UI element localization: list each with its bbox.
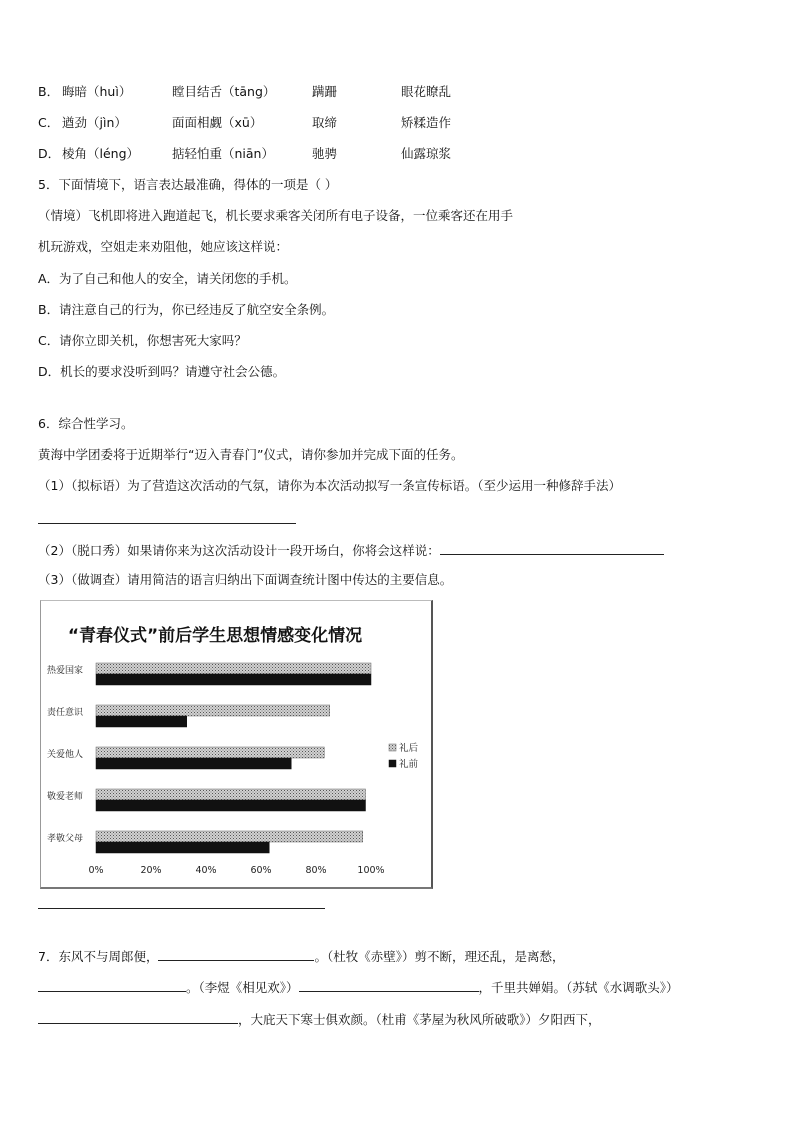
category-label: 关爱他人 (47, 750, 84, 760)
q7-line-3 (38, 1010, 601, 1028)
q6-intro: 黄海中学团委将于近期举行“迈入青春门”仪式，请你参加并完成下面的任务。 (38, 447, 464, 462)
bar-礼前-敬爱老师 (96, 800, 366, 811)
bar-礼后-关爱他人 (96, 747, 324, 758)
answer-blank-task-3[interactable] (38, 908, 325, 909)
option-letter: B． (38, 84, 60, 99)
q5-option-d: D．机长的要求没听到吗？请遵守社会公德。 (38, 364, 286, 379)
q5-option-b: B．请注意自己的行为，你已经违反了航空安全条例。 (38, 302, 335, 317)
chart-category-labels (47, 664, 84, 844)
answer-blank-task-1[interactable] (38, 523, 296, 524)
q7-text-5: ，大庇天下寒士俱欢颜。（杜甫《茅屋为秋风所破歌》）夕阳西下， (238, 1012, 601, 1027)
q7-line-2 (38, 978, 679, 996)
option-word-1: 遒劲（jìn） (62, 115, 127, 130)
option-word-4: 眼花瞭乱 (401, 84, 452, 99)
x-tick-label: 100% (357, 865, 385, 876)
option-word-1: 晦暗（huì） (62, 84, 132, 99)
option-word-4: 矫糅造作 (401, 115, 452, 130)
poem-blank-4[interactable] (38, 1010, 238, 1024)
chart-x-ticks (88, 865, 384, 876)
q5-context-line-1: （情境）飞机即将进入跑道起飞，机长要求乘客关闭所有电子设备，一位乘客还在用手 (38, 208, 514, 223)
q6-task-2 (38, 541, 664, 559)
bar-礼前-关爱他人 (96, 758, 291, 769)
chart-title: “青春仪式”前后学生思想情感变化情况 (67, 626, 363, 646)
option-word-1: 棱角（léng） (62, 146, 140, 161)
bar-礼后-敬爱老师 (96, 789, 366, 800)
legend-swatch-礼前 (389, 760, 396, 767)
chart-canvas (41, 601, 431, 887)
bar-礼前-孝敬父母 (96, 842, 269, 853)
option-letter: D． (38, 146, 61, 161)
option-word-3: 驰骋 (312, 146, 338, 161)
option-letter: C． (38, 115, 60, 130)
q6-task-1: （1）（拟标语）为了营造这次活动的气氛，请你为本次活动拟写一条宣传标语。（至少运用一种修辞手法） (38, 478, 621, 493)
survey-bar-chart (40, 600, 433, 889)
q7-text-1: 7．东风不与周郎便， (38, 949, 159, 964)
x-tick-label: 80% (305, 865, 327, 876)
q6-task-2-text: （2）（脱口秀）如果请你来为这次活动设计一段开场白，你将会这样说： (38, 543, 440, 558)
chart-bars (96, 663, 371, 853)
q5-option-a: A．为了自己和他人的安全，请关闭您的手机。 (38, 271, 297, 286)
category-label: 敬爱老师 (47, 792, 84, 802)
category-label: 责任意识 (47, 708, 84, 718)
category-label: 孝敬父母 (47, 834, 84, 844)
q7-text-3: 。（李煜《相见欢》） (186, 980, 299, 995)
q5-stem: 5．下面情境下，语言表达最准确，得体的一项是（ ） (38, 177, 338, 192)
poem-blank-2[interactable] (38, 978, 186, 992)
q7-line-1 (38, 947, 564, 965)
option-word-3: 取缔 (312, 115, 338, 130)
x-tick-label: 20% (140, 865, 162, 876)
x-tick-label: 60% (250, 865, 272, 876)
legend-label-礼后: 礼后 (399, 743, 419, 754)
poem-blank-1[interactable] (158, 947, 314, 961)
x-tick-label: 40% (195, 865, 217, 876)
option-word-2: 面面相觑（xū） (172, 115, 263, 130)
option-word-2: 瞠目结舌（tāng） (172, 84, 276, 99)
bar-礼后-热爱国家 (96, 663, 371, 674)
q5-option-c: C．请你立即关机，你想害死大家吗？ (38, 333, 247, 348)
bar-礼后-孝敬父母 (96, 831, 363, 842)
legend-label-礼前: 礼前 (399, 759, 419, 770)
bar-礼前-责任意识 (96, 716, 187, 727)
option-word-2: 掂轻怕重（niān） (172, 146, 274, 161)
q7-text-2: 。（杜牧《赤壁》）剪不断，理还乱，是离愁， (314, 949, 565, 964)
category-label: 热爱国家 (47, 666, 84, 676)
bar-礼后-责任意识 (96, 705, 330, 716)
poem-blank-3[interactable] (299, 978, 479, 992)
q5-context-line-2: 机玩游戏，空姐走来劝阻他，她应该这样说： (38, 239, 289, 254)
q7-text-4: ，千里共婵娟。（苏轼《水调歌头》） (478, 980, 679, 995)
q6-task-3: （3）（做调查）请用简洁的语言归纳出下面调查统计图中传达的主要信息。 (38, 572, 453, 587)
chart-legend (389, 742, 419, 770)
answer-blank-task-2[interactable] (440, 541, 664, 555)
bar-礼前-热爱国家 (96, 674, 371, 685)
option-word-4: 仙露琼浆 (401, 146, 452, 161)
legend-swatch-礼后 (389, 744, 396, 751)
q6-stem: 6．综合性学习。 (38, 416, 134, 431)
option-word-3: 蹒跚 (312, 84, 338, 99)
x-tick-label: 0% (88, 865, 104, 876)
